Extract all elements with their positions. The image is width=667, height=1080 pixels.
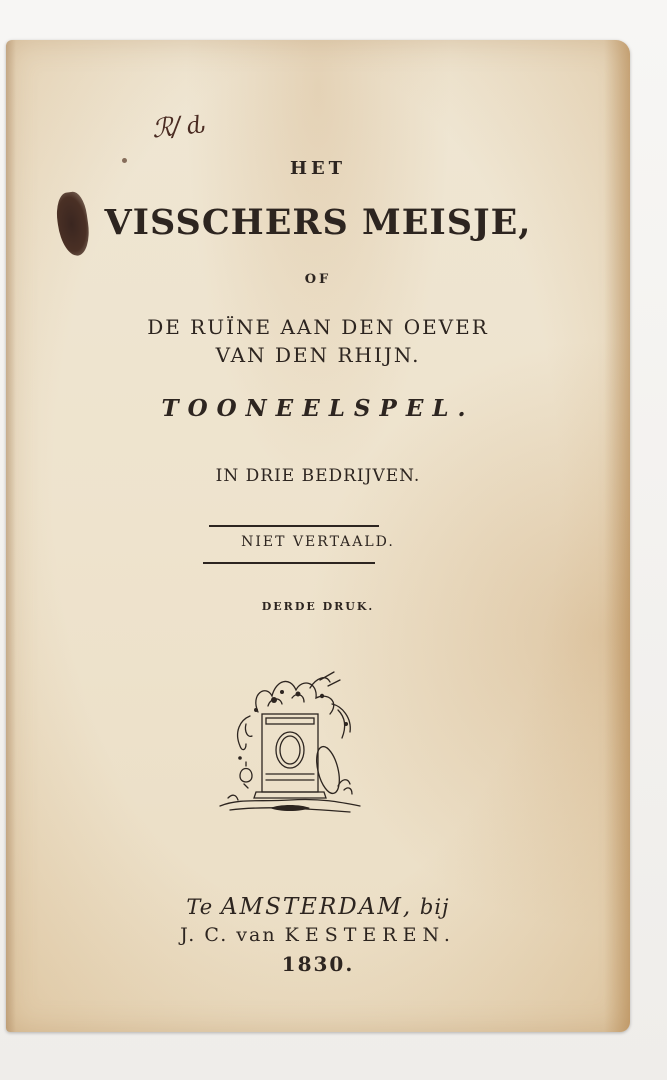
imprint-year: 1830. xyxy=(281,952,355,976)
imprint-publisher xyxy=(6,924,630,946)
rule-top xyxy=(209,525,379,527)
acts-label: IN DRIE BEDRIJVEN. xyxy=(215,466,421,486)
imprint-place-prefix: Te xyxy=(186,895,214,919)
publisher-name: KESTEREN. xyxy=(284,924,456,946)
title-conjunction: OF xyxy=(304,272,332,287)
imprint-city: AMSTERDAM, xyxy=(220,894,413,920)
main-title: VISSCHERS MEISJE, xyxy=(104,202,532,243)
imprint-place xyxy=(6,894,630,920)
title-page xyxy=(6,40,630,1032)
pre-title: HET xyxy=(289,158,347,179)
imprint-place-suffix: bij xyxy=(419,895,450,919)
engraved-vignette xyxy=(210,666,368,824)
genre-label: TOONEELSPEL. xyxy=(161,395,475,422)
edition-label: DERDE DRUK. xyxy=(261,600,375,613)
publisher-van: van xyxy=(236,924,277,946)
subtitle-line-1: DE RUÏNE AAN DEN OEVER xyxy=(147,315,489,339)
translation-note: NIET VERTAALD. xyxy=(241,534,395,550)
subtitle-line-2: VAN DEN RHIJN. xyxy=(215,343,421,367)
handwritten-annotation: ℛ/ ԃ xyxy=(150,109,206,145)
publisher-initials: J. C. xyxy=(180,924,229,946)
rule-bottom xyxy=(203,562,375,564)
